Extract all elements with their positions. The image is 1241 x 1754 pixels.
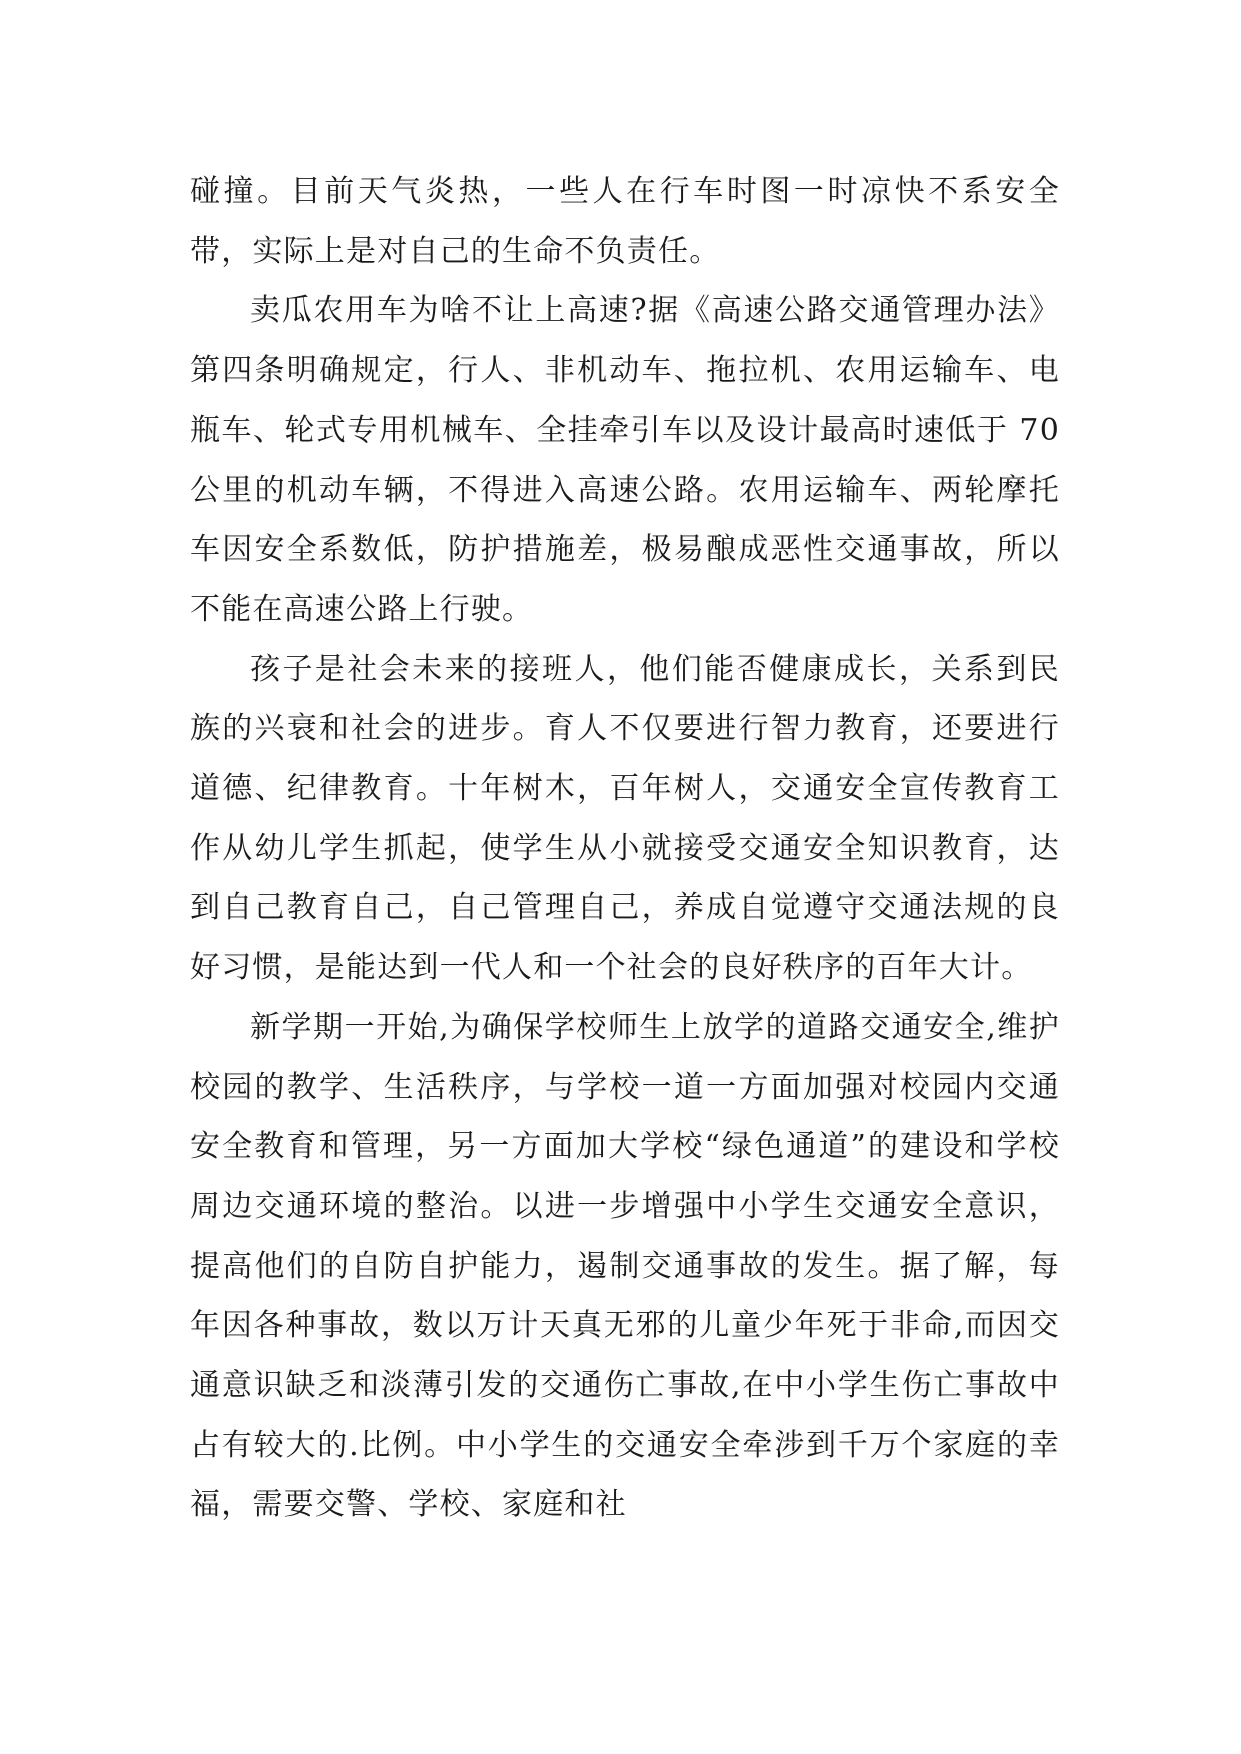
paragraph-highway-rules: 卖瓜农用车为啥不让上高速?据《高速公路交通管理办法》第四条明确规定，行人、非机动车、拖拉机、农用运输车、电瓶车、轮式专用机械车、全挂牵引车以及设计最高时速低于 70 公里的机动车辆，不得进入高速公路。农用运输车、两轮摩托车因安全系数低，防护措施差，极易酿成恶性交通事故，所以不能在高速公路上行驶。	[190, 293, 1060, 627]
paragraph-children-education: 孩子是社会未来的接班人，他们能否健康成长，关系到民族的兴衰和社会的进步。育人不仅要进行智力教育，还要进行道德、纪律教育。十年树木，百年树人，交通安全宣传教育工作从幼儿学生抓起，使学生从小就接受交通安全知识教育，达到自己教育自己，自己管理自己，养成自觉遵守交通法规的良好习惯，是能达到一代人和一个社会的良好秩序的百年大计。	[190, 651, 1060, 986]
paragraph-school-safety: 新学期一开始,为确保学校师生上放学的道路交通安全,维护校园的教学、生活秩序，与学校一道一方面加强对校园内交通安全教育和管理，另一方面加大学校“绿色通道”的建设和学校周边交通环境的整治。以进一步增强中小学生交通安全意识，提高他们的自防自护能力，遏制交通事故的发生。据了解，每年因各种事故，数以万计天真无邪的儿童少年死于非命,而因交通意识缺乏和淡薄引发的交通伤亡事故,在中小学生伤亡事故中占有较大的.比例。中小学生的交通安全牵涉到千万个家庭的幸福，需要交警、学校、家庭和社	[190, 1009, 1060, 1523]
paragraph-seatbelt: 碰撞。目前天气炎热，一些人在行车时图一时凉快不系安全带，实际上是对自己的生命不负责任。	[190, 174, 1060, 269]
document-body	[190, 162, 1060, 1535]
